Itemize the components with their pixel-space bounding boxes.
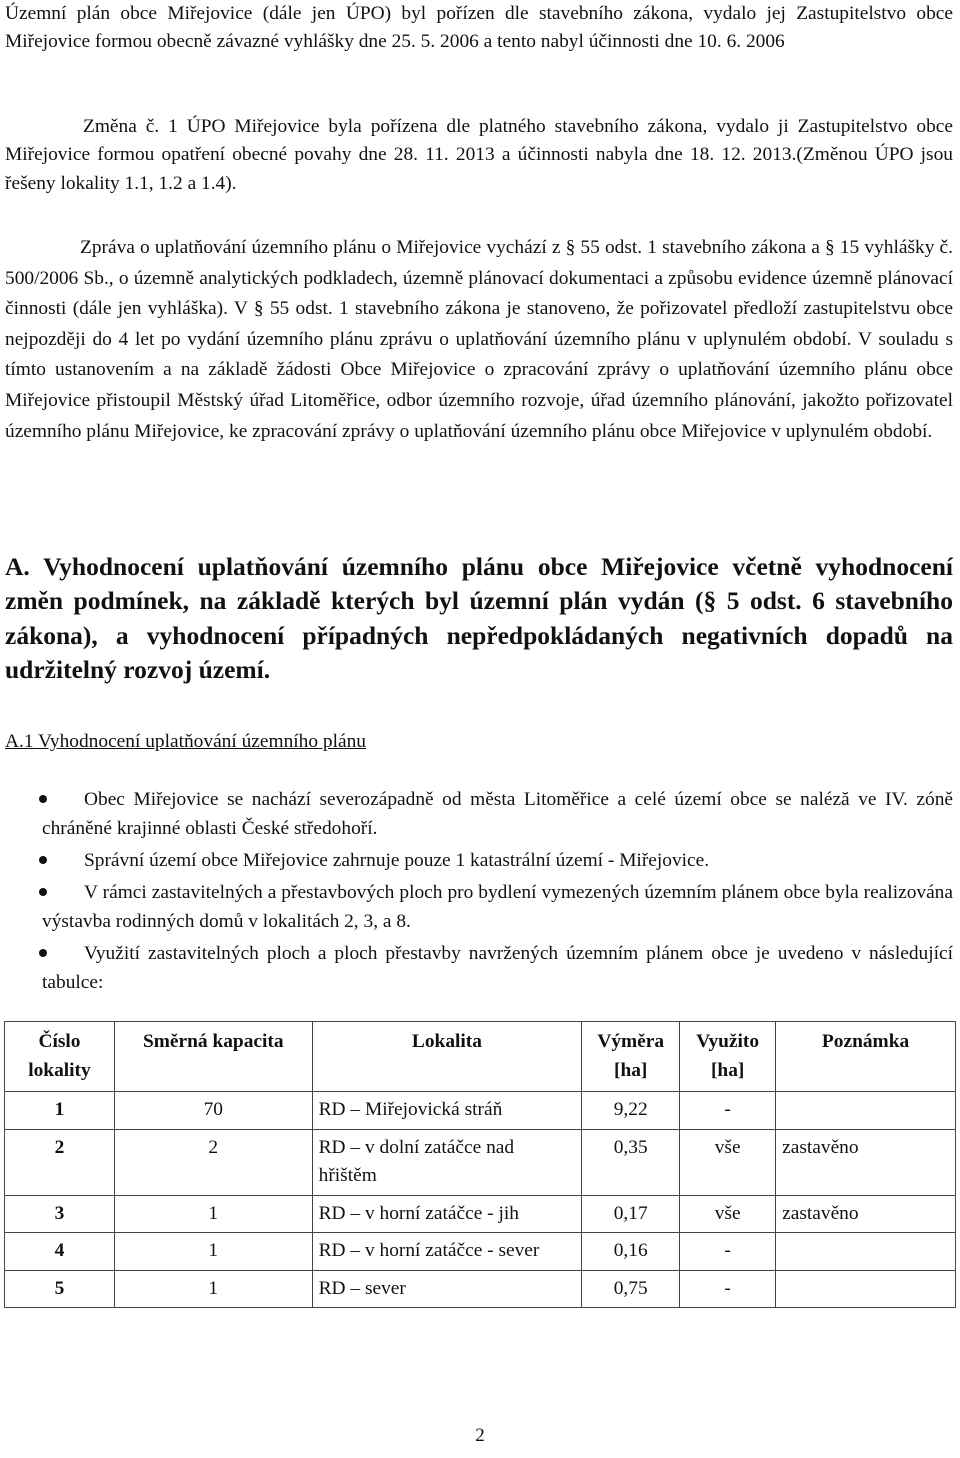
col-header-capacity: Směrná kapacita: [114, 1022, 312, 1092]
col-header-note: Poznámka: [776, 1022, 956, 1092]
bullet-icon: [39, 888, 47, 896]
bullet-icon: [39, 856, 47, 864]
cell-capacity: 1: [114, 1195, 312, 1233]
intro-paragraph-3: Zpráva o uplatňování územního plánu o Miřejovice vychází z § 55 odst. 1 stavebního zákona a § 15 vyhlášky č. 500/2006 Sb., o územně analytických podkladech, územně plánovací dokumentaci a způsobu evidence územně plánovací činnosti (dále jen vyhláška). V § 55 odst. 1 stavebního zákona je stanoveno, že pořizovatel předloží zastupitelstvu obce nejpozději do 4 let po vydání územního plánu zprávu o uplatňování územního plánu v uplynulém období. V souladu s tímto ustanovením a na základě žádosti Obce Miřejovice o zpracování zprávy o uplatňování územního plánu obce Miřejovice přistoupil Městský úřad Litoměřice, odbor územního rozvoje, úřad územního plánování, jakožto pořizovatel územního plánu Miřejovice, ke zpracování zprávy o uplatňování územního plánu obce Miřejovice v uplynulém období.: [5, 237, 953, 442]
cell-note: [776, 1270, 956, 1308]
cell-area: 0,17: [582, 1195, 680, 1233]
cell-used: -: [680, 1270, 776, 1308]
cell-capacity: 2: [114, 1129, 312, 1195]
table-row: [5, 1270, 956, 1308]
cell-number: 3: [5, 1195, 115, 1233]
cell-area: 0,75: [582, 1270, 680, 1308]
cell-locality: RD – v horní zatáčce - jih: [312, 1195, 582, 1233]
table-row: [5, 1092, 956, 1130]
cell-note: [776, 1233, 956, 1271]
list-item: Obec Miřejovice se nachází severozápadně od města Litoměřice a celé území obce se naléză ve IV. zóně chráněné krajinné oblasti České středohoří.: [5, 785, 953, 843]
bullet-icon: [39, 949, 47, 957]
cell-capacity: 70: [114, 1092, 312, 1130]
list-item: V rámci zastavitelných a přestavbových ploch pro bydlení vymezených územním plánem obce byla realizována výstavba rodinných domů v lokalitách 2, 3, a 8.: [5, 878, 953, 936]
cell-area: 0,16: [582, 1233, 680, 1271]
intro-paragraph-2: Změna č. 1 ÚPO Miřejovice byla pořízena dle platného stavebního zákona, vydalo ji Zastupitelstvo obce Miřejovice formou opatření obecné povahy dne 28. 11. 2013 a účinnosti nabyla dne 18. 12. 2013.(Změnou ÚPO jsou řešeny lokality 1.1, 1.2 a 1.4).: [5, 116, 953, 194]
cell-capacity: 1: [114, 1270, 312, 1308]
col-header-locality: Lokalita: [312, 1022, 582, 1092]
table-row: [5, 1233, 956, 1271]
page-number: 2: [475, 1425, 485, 1446]
cell-number: 2: [5, 1129, 115, 1195]
table-row: [5, 1195, 956, 1233]
section-a-heading: A. Vyhodnocení uplatňování územního plánu obce Miřejovice včetně vyhodnocení změn podmínek, na základě kterých byl územní plán vydán (§ 5 odst. 6 stavebního zákona), a vyhodnocení případných nepředpokládaných negativních dopadů na udržitelný rozvoj území.: [5, 552, 953, 685]
cell-number: 5: [5, 1270, 115, 1308]
col-header-area: Výměra [ha]: [582, 1022, 680, 1092]
cell-area: 9,22: [582, 1092, 680, 1130]
bullet-list: [5, 785, 953, 997]
cell-number: 4: [5, 1233, 115, 1271]
bullet-icon: [39, 795, 47, 803]
cell-locality: RD – v dolní zatáčce nad hřištěm: [312, 1129, 582, 1195]
cell-used: -: [680, 1092, 776, 1130]
localities-table: [4, 1021, 956, 1308]
cell-note: [776, 1092, 956, 1130]
section-a1-subheading: A.1 Vyhodnocení uplatňování územního plánu: [5, 731, 366, 752]
list-item: Využití zastavitelných ploch a ploch přestavby navržených územním plánem obce je uvedeno v následující tabulce:: [5, 939, 953, 997]
col-header-number: Číslo lokality: [5, 1022, 115, 1092]
list-item: Správní území obce Miřejovice zahrnuje pouze 1 katastrální území - Miřejovice.: [5, 846, 953, 875]
cell-used: vše: [680, 1195, 776, 1233]
cell-note: zastavěno: [776, 1195, 956, 1233]
cell-capacity: 1: [114, 1233, 312, 1271]
table-header-row: [5, 1022, 956, 1092]
cell-number: 1: [5, 1092, 115, 1130]
cell-used: -: [680, 1233, 776, 1271]
table-row: [5, 1129, 956, 1195]
cell-locality: RD – Miřejovická stráň: [312, 1092, 582, 1130]
cell-note: zastavěno: [776, 1129, 956, 1195]
cell-locality: RD – sever: [312, 1270, 582, 1308]
intro-paragraph-1: Územní plán obce Miřejovice (dále jen ÚPO) byl pořízen dle stavebního zákona, vydalo jej Zastupitelstvo obce Miřejovice formou obecně závazné vyhlášky dne 25. 5. 2006 a tento nabyl účinnosti dne 10. 6. 2006: [5, 3, 953, 53]
cell-used: vše: [680, 1129, 776, 1195]
cell-locality: RD – v horní zatáčce - sever: [312, 1233, 582, 1271]
cell-area: 0,35: [582, 1129, 680, 1195]
col-header-used: Využito [ha]: [680, 1022, 776, 1092]
